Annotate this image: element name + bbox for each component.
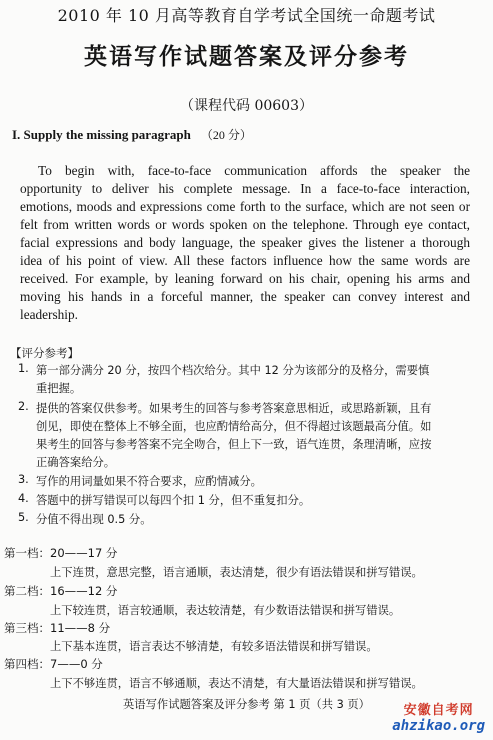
paragraph-line: received. For example, by leaning forward on his chair, opening his arms and [20, 271, 470, 286]
paragraph-line: facial expressions and body language, the speaker gives the listener a thorough [20, 235, 470, 250]
grade-band-description: 上下较连贯，语言较通顺，表达较清楚，有少数语法错误和拼写错误。 [50, 604, 401, 617]
grade-band-label: 第二档：16——12 分 [4, 584, 118, 598]
page-footer: 英语写作试题答案及评分参考 第 1 页（共 3 页） [123, 698, 370, 711]
watermark-url: ahzikao.org [392, 718, 485, 734]
paragraph-line: felt from written words or words spoken on the telephone. Through eye contact, [20, 217, 470, 232]
rule-number: 1. [18, 362, 29, 375]
section-heading [12, 126, 252, 143]
rule-line: 重把握。 [36, 382, 82, 395]
rule-number: 2. [18, 400, 29, 413]
paragraph-line: emotions, moods and expressions come forth to the surface, which are not seen or [20, 199, 470, 214]
rule-line: 写作的用词量如果不符合要求，应酌情减分。 [36, 475, 262, 488]
rule-number: 3. [18, 473, 29, 486]
watermark-cn: 安徽自考网 [403, 703, 474, 718]
grade-band-label: 第四档：7——0 分 [4, 657, 103, 671]
paragraph-line: moving his hands in a forceful manner, the speaker can convey interest and [20, 289, 470, 304]
paragraph-line: idea of his point of view. All these factors influence how the same words are [20, 253, 470, 268]
rule-line: 提供的答案仅供参考。如果考生的回答与参考答案意思相近，或思路新颖，且有 [36, 402, 432, 415]
grade-band-label: 第三档：11——8 分 [4, 621, 111, 635]
paragraph-line: opportunity to deliver his complete message. In a face-to-face interaction, [20, 181, 470, 196]
grade-band-description: 上下基本连贯，语言表达不够清楚，有较多语法错误和拼写错误。 [50, 640, 378, 653]
grade-band-label: 第一档：20——17 分 [4, 546, 118, 560]
section-score: （20 分） [200, 128, 252, 142]
rule-line: 分值不得出现 0.5 分。 [36, 513, 152, 526]
rule-line: 正确答案给分。 [36, 456, 116, 469]
document-title: 英语写作试题答案及评分参考 [84, 43, 409, 70]
scoring-heading: 【评分参考】 [10, 346, 79, 360]
paragraph-line: To begin with, face-to-face communication affords the speaker the [38, 163, 470, 178]
section-title: I. Supply the missing paragraph [12, 127, 191, 142]
rule-number: 4. [18, 492, 29, 505]
course-code: （课程代码 00603） [180, 98, 313, 114]
rule-line: 创见，即使在整体上不够全面，也应酌情给高分，但不得超过该题最高分值。如 [36, 420, 432, 433]
grade-band-description: 上下连贯，意思完整，语言通顺，表达清楚，很少有语法错误和拼写错误。 [50, 566, 423, 579]
exam-title: 2010 年 10 月高等教育自学考试全国统一命题考试 [57, 6, 436, 25]
rule-line: 果考生的回答与参考答案不完全吻合，但上下一致，语气连贯，条理清晰，应按 [36, 438, 432, 451]
grade-band-description: 上下不够连贯，语言不够通顺，表达不清楚，有大量语法错误和拼写错误。 [50, 677, 423, 690]
paragraph-line: leadership. [20, 307, 78, 322]
rule-line: 第一部分满分 20 分，按四个档次给分。其中 12 分为该部分的及格分，需要慎 [36, 364, 430, 377]
site-watermark [392, 699, 485, 734]
rule-number: 5. [18, 511, 29, 524]
rule-line: 答题中的拼写错误可以每四个扣 1 分，但不重复扣分。 [36, 494, 311, 507]
